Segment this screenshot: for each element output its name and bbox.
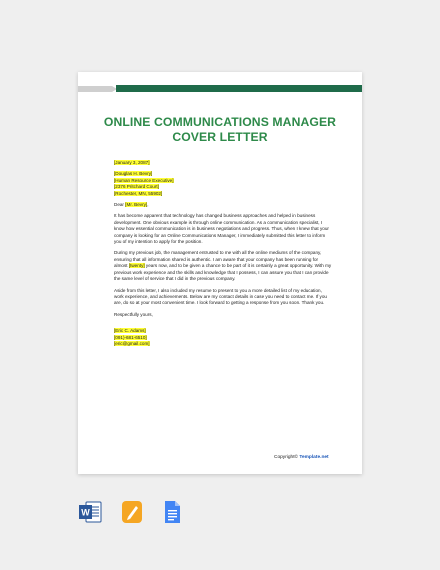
sender-email: [eric@gmail.com] — [114, 340, 150, 346]
greeting: Dear [Mr. Bevry], — [114, 202, 149, 208]
letter-date: [January 3, 2087] — [114, 160, 150, 165]
paragraph-3: Aside from this letter, I also included my resume to present to you a more detailed list of my education, work experience, and achievements. Below are my contact details in case you need to contact me. If you are, do so at your most convenient time. I look forward to getting a response from you soon. Thank you. — [114, 287, 327, 306]
copyright-footer: Copyright© Template.net — [274, 455, 329, 460]
greeting-name: [Mr. Bevry] — [125, 202, 148, 208]
letter-preview — [78, 72, 362, 474]
years-highlight: [twenty] — [128, 263, 145, 269]
sender-phone: [091)-681-6510] — [114, 334, 147, 340]
word-icon[interactable] — [78, 500, 102, 529]
template-net-link[interactable]: Template.net — [299, 455, 329, 460]
recipient-city: [Rochester, MN, 55902] — [114, 190, 163, 196]
header-green-bar — [116, 85, 362, 92]
closing: Respectfully yours, — [114, 311, 153, 317]
paragraph-1: It has become apparent that technology has changed business approaches and helped in business development. One obvious example is through online communication. As a communication specialist, I know how essential communication is in business negotiations and progress. Thus, when I knew that your company is looking for an Online Communications Manager, I immediately submitted this letter to inform you of my intention to apply for the position. — [114, 213, 329, 245]
letter-body — [114, 160, 332, 347]
word-letter: W — [81, 507, 90, 518]
letter-title — [78, 115, 362, 145]
sender-name: [Eric C. Adams] — [114, 328, 146, 334]
pages-icon[interactable] — [120, 500, 144, 529]
paragraph-2: During my previous job, the management entrusted to me with all the online mediums of the company, ensuring that all information shared is authentic. I am aware that your company has been running for almost [twenty] years now, and to be given a chance to be part of it is certainly a great opportunity. With my previous work experience and the skills and knowledge that I possess, I can assure you that I can provide the same level of service that I did in the previous company. — [114, 250, 332, 282]
recipient-street: [2376 Pritchard Court] — [114, 184, 159, 190]
title-line-2: COVER LETTER — [172, 130, 268, 144]
recipient-name: [Douglas H. Bevry] — [114, 171, 153, 177]
title-line-1: ONLINE COMMUNICATIONS MANAGER — [103, 115, 337, 129]
google-docs-icon[interactable] — [160, 500, 184, 529]
header-gray-bar — [78, 86, 112, 92]
recipient-position: [Human Resource Executive] — [114, 177, 174, 183]
